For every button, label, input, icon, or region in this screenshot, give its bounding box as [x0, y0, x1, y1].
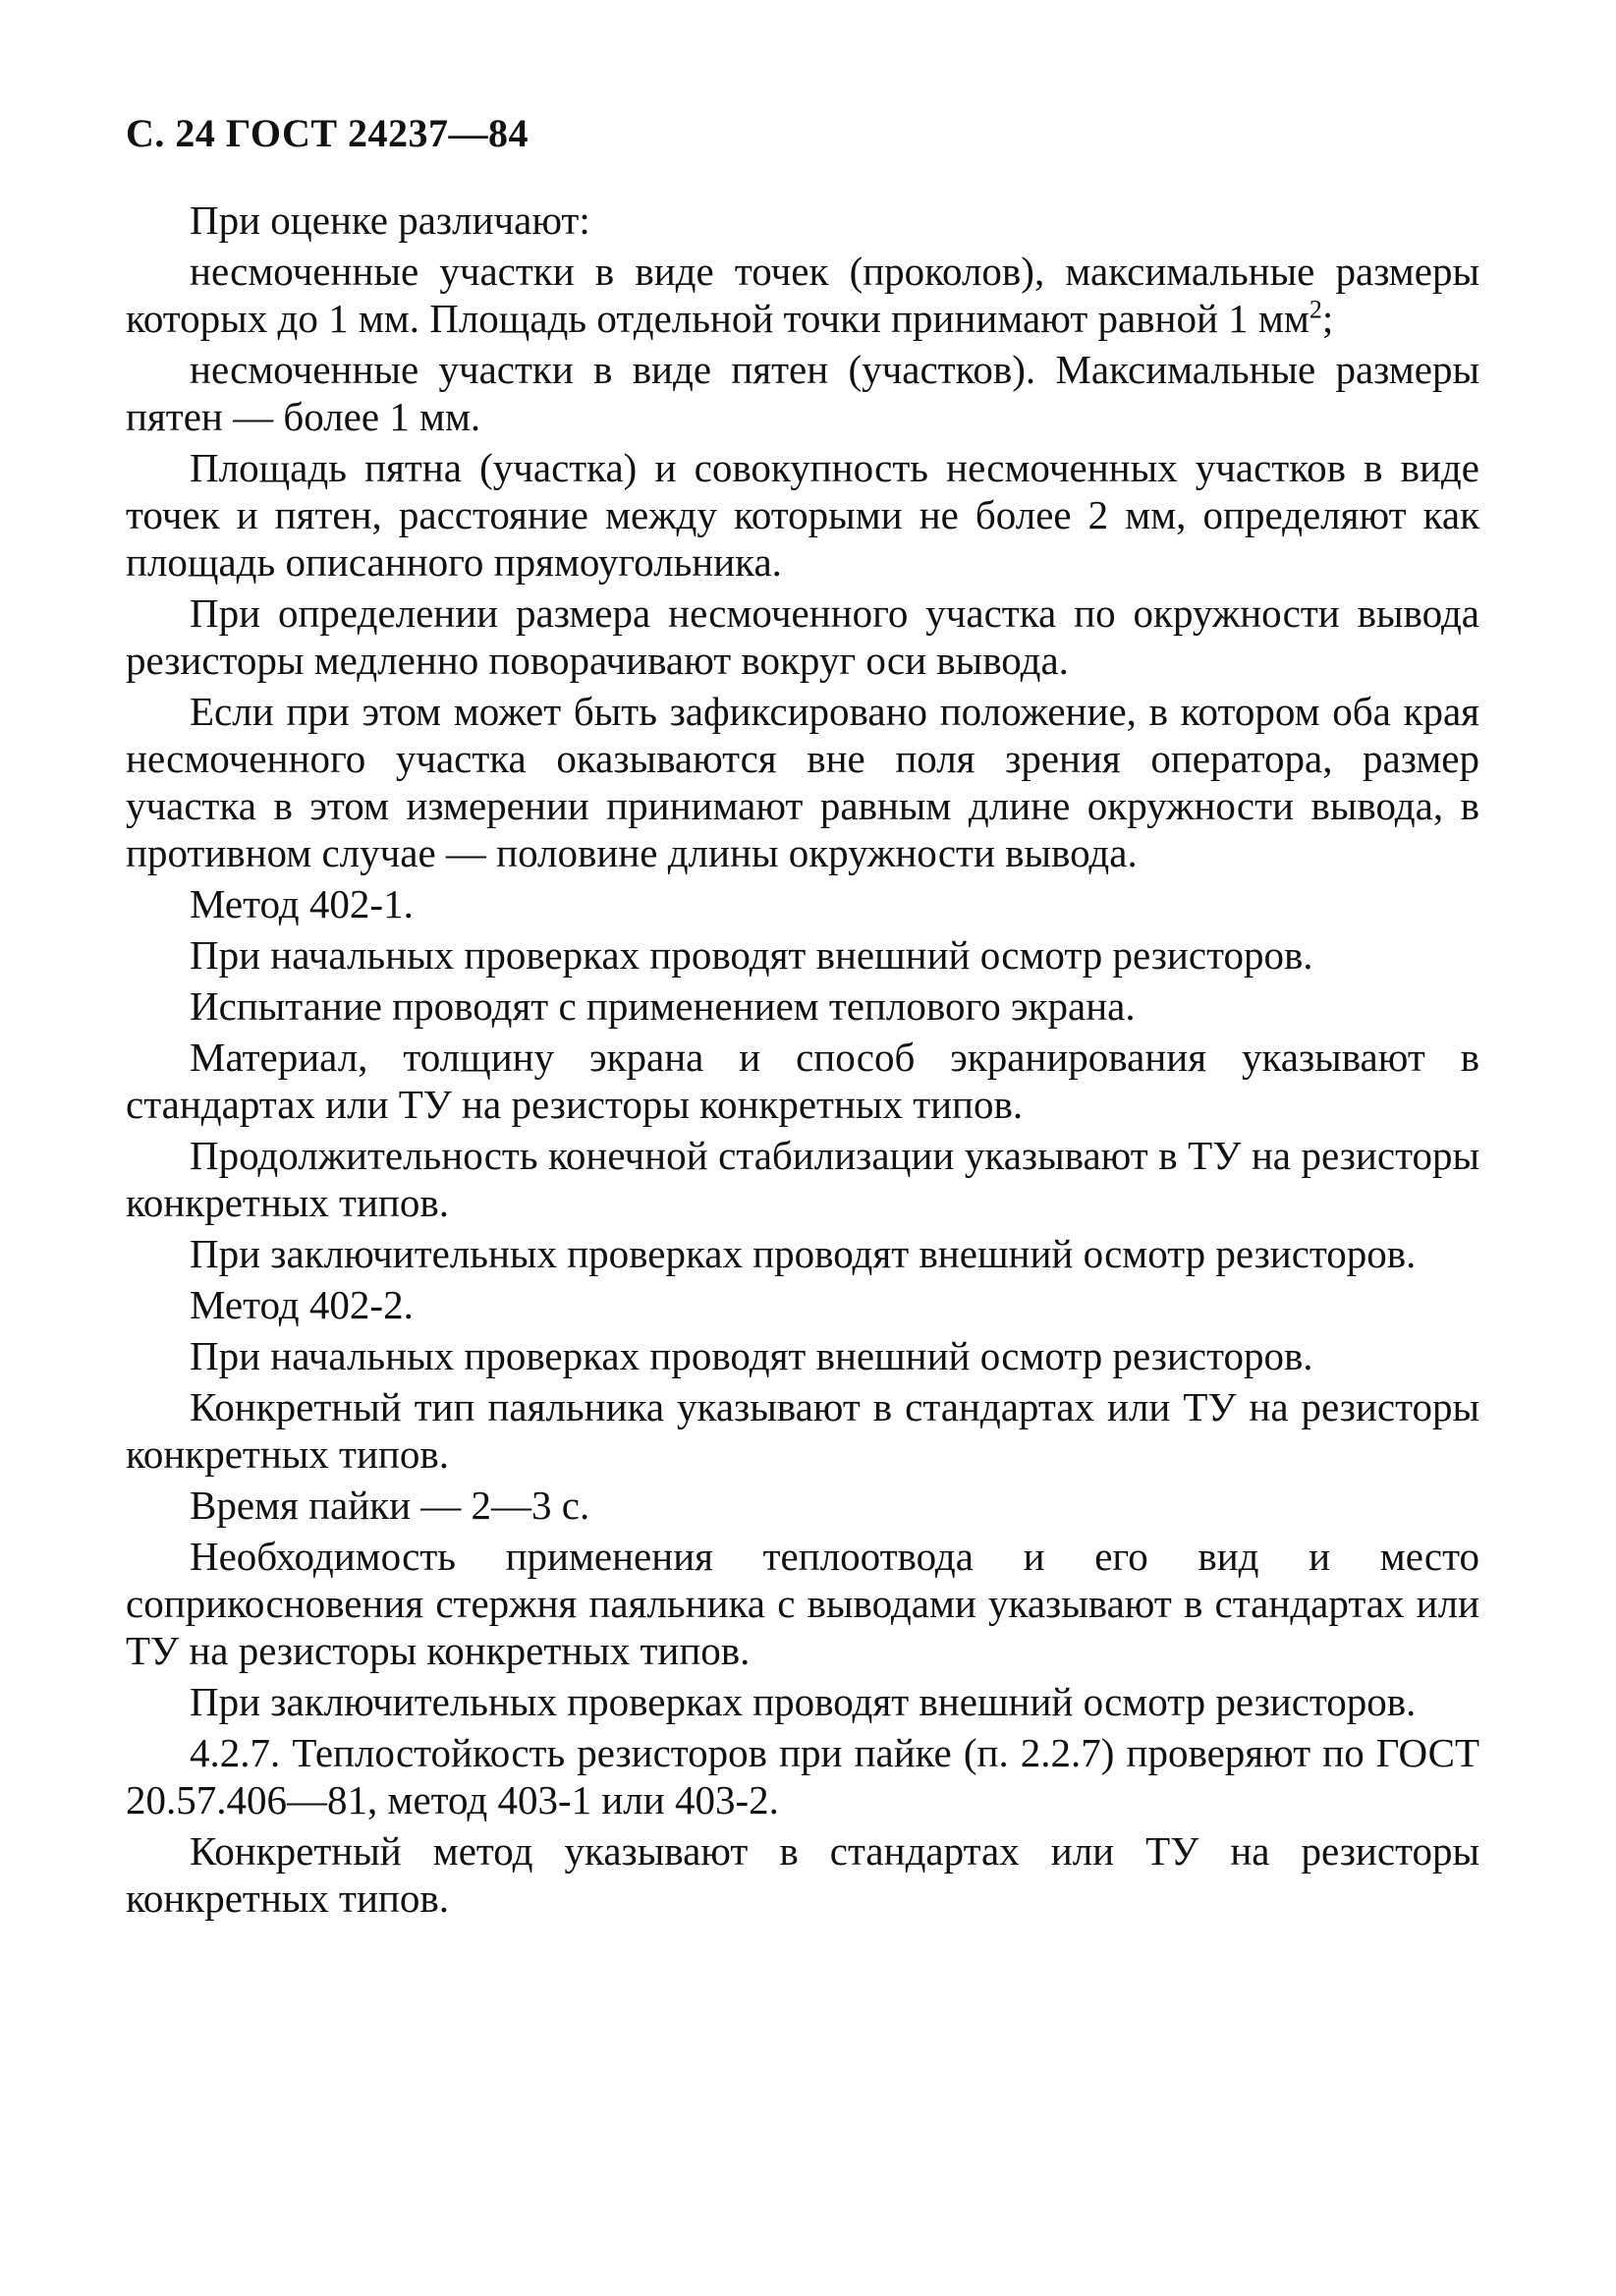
document-body [126, 196, 1479, 1926]
paragraph: При определении размера несмоченного участка по окружности вывода резисторы медленно поворачивают вокруг оси вывода. [126, 590, 1479, 683]
paragraph: Конкретный метод указывают в стандартах или ТУ на резисторы конкретных типов. [126, 1828, 1479, 1921]
paragraph-text: несмоченные участки в виде точек (проколов), максимальные размеры которых до 1 мм. Площадь отдельной точки принимают равной 1 мм [126, 249, 1479, 341]
paragraph: При оценке различают: [190, 197, 590, 243]
paragraph: Время пайки — 2—3 с. [190, 1483, 590, 1528]
method-heading: Метод 402-2. [190, 1282, 414, 1327]
page-header: С. 24 ГОСТ 24237—84 [126, 111, 529, 155]
paragraph: Площадь пятна (участка) и совокупность несмоченных участков в виде точек и пятен, расстояние между которыми не более 2 мм, определяют как площадь описанного прямоугольника. [126, 445, 1479, 585]
paragraph: Испытание проводят с применением теплового экрана. [190, 983, 1136, 1029]
paragraph: Необходимость применения теплоотвода и его вид и место соприкосновения стержня паяльника с выводами указывают в стандартах или ТУ на резисторы конкретных типов. [126, 1534, 1479, 1673]
paragraph: При начальных проверках проводят внешний осмотр резисторов. [190, 1333, 1313, 1378]
paragraph: Материал, толщину экрана и способ экранирования указывают в стандартах или ТУ на резисторы конкретных типов. [126, 1035, 1479, 1127]
paragraph [126, 248, 1479, 342]
method-heading: Метод 402-1. [190, 881, 414, 926]
paragraph: При начальных проверках проводят внешний осмотр резисторов. [190, 932, 1313, 978]
paragraph: Продолжительность конечной стабилизации указывают в ТУ на резисторы конкретных типов. [126, 1133, 1479, 1225]
paragraph: Конкретный тип паяльника указывают в стандартах или ТУ на резисторы конкретных типов. [126, 1384, 1479, 1477]
section-paragraph: 4.2.7. Теплостойкость резисторов при пайке (п. 2.2.7) проверяют по ГОСТ 20.57.406—81, метод 403-1 или 403-2. [126, 1730, 1479, 1822]
paragraph: Если при этом может быть зафиксировано положение, в котором оба края несмоченного участка оказываются вне поля зрения оператора, размер участка в этом измерении принимают равным длине окружности вывода, в противном случае — половине длины окружности вывода. [126, 689, 1479, 875]
superscript: 2 [1309, 295, 1322, 324]
paragraph: несмоченные участки в виде пятен (участков). Максимальные размеры пятен — более 1 мм. [126, 347, 1479, 439]
paragraph: При заключительных проверках проводят внешний осмотр резисторов. [190, 1231, 1417, 1276]
paragraph: При заключительных проверках проводят внешний осмотр резисторов. [190, 1679, 1417, 1724]
paragraph-tail: ; [1321, 296, 1334, 341]
